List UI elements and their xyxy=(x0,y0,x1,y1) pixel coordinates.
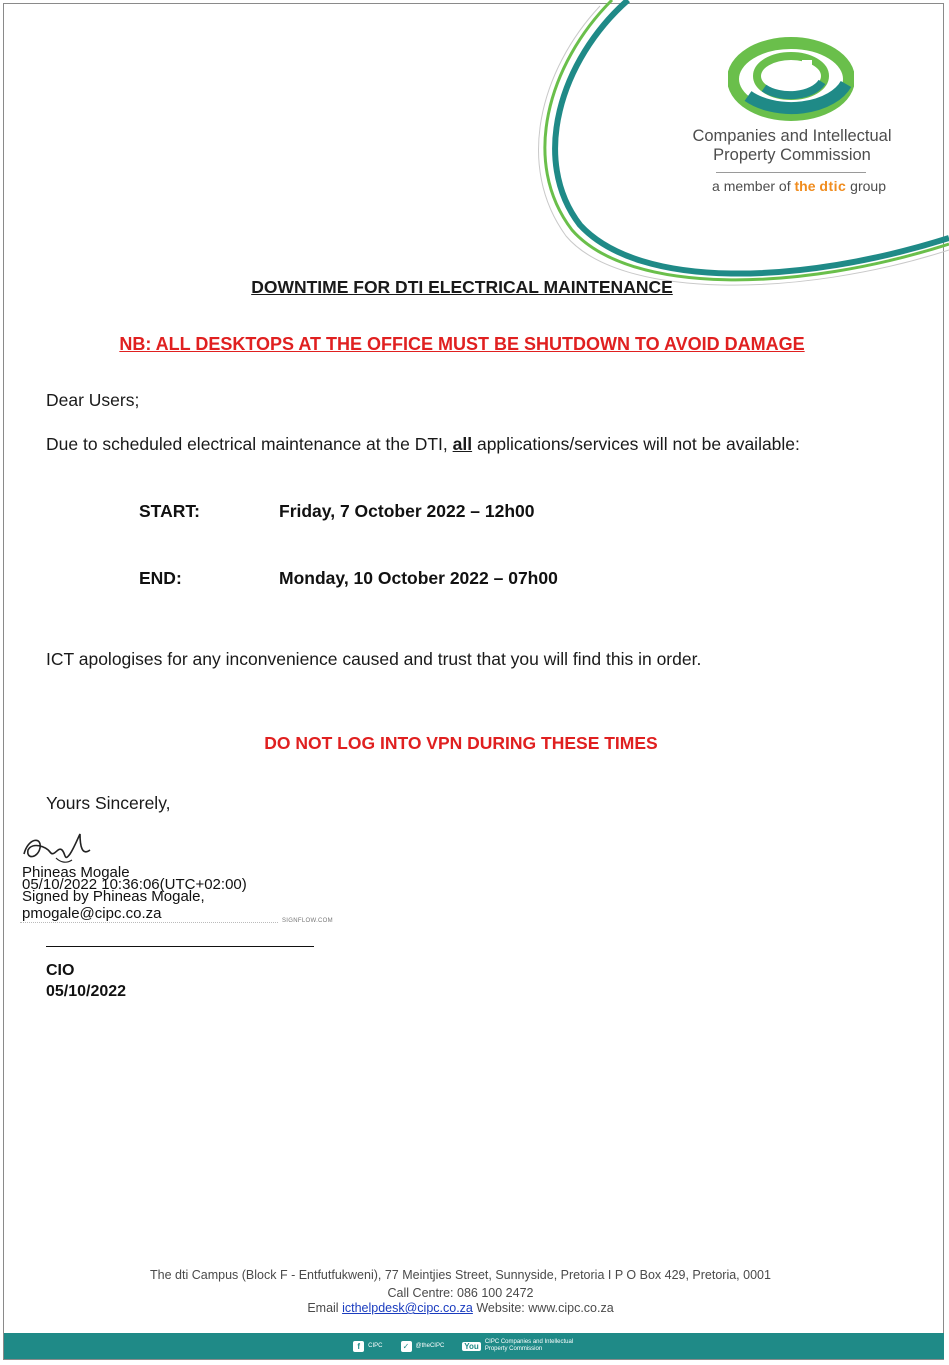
tagline-dtic: dtic xyxy=(819,178,847,194)
facebook-label: CIPC xyxy=(368,1343,383,1349)
nb-warning: NB: ALL DESKTOPS AT THE OFFICE MUST BE SHUTDOWN TO AVOID DAMAGE xyxy=(119,334,805,354)
signer-email: pmogale@cipc.co.za xyxy=(22,905,162,922)
footer-social-bar xyxy=(4,1333,944,1359)
intro-emphasis: all xyxy=(452,434,473,454)
footer-contact xyxy=(0,1301,921,1315)
intro-paragraph xyxy=(46,434,800,455)
tagline-suffix: group xyxy=(846,178,886,194)
organisation-divider xyxy=(716,172,866,173)
closing-text: Yours Sincerely, xyxy=(46,793,171,813)
organisation-name-line1: Companies and Intellectual xyxy=(692,127,892,145)
helpdesk-email-link[interactable]: icthelpdesk@cipc.co.za xyxy=(342,1301,473,1315)
handwritten-signature xyxy=(20,828,100,866)
organisation-name xyxy=(672,127,912,165)
start-value: Friday, 7 October 2022 – 12h00 xyxy=(279,501,535,521)
twitter-link[interactable] xyxy=(401,1341,445,1352)
footer-email-label: Email xyxy=(307,1301,343,1315)
footer-address: The dti Campus (Block F - Entfutfukweni), 77 Meintjies Street, Sunnyside, Pretoria I P O Box 429, Pretoria, 0001 xyxy=(150,1268,771,1282)
signed-by: Signed by Phineas Mogale, xyxy=(22,888,205,905)
organisation-name-line2: Property Commission xyxy=(713,146,871,164)
signer-role: CIO xyxy=(46,962,75,979)
twitter-icon: ✓ xyxy=(401,1341,412,1352)
cipc-logo xyxy=(728,36,854,122)
footer-website: Website: www.cipc.co.za xyxy=(472,1301,614,1315)
end-label: END: xyxy=(139,568,182,588)
signature-timestamp: 05/10/2022 10:36:06(UTC+02:00) xyxy=(22,876,247,893)
signature-dotted-line xyxy=(20,922,278,923)
footer-call-centre: Call Centre: 086 100 2472 xyxy=(387,1286,534,1300)
greeting: Dear Users; xyxy=(46,390,140,410)
tagline-prefix: a member of xyxy=(712,178,795,194)
tagline-the: the xyxy=(794,178,816,194)
organisation-tagline xyxy=(672,178,926,194)
signer-name: Phineas Mogale xyxy=(22,864,130,881)
apology-text: ICT apologises for any inconvenience caused and trust that you will find this in order. xyxy=(46,649,702,669)
facebook-icon: f xyxy=(353,1341,364,1352)
twitter-label: @theCIPC xyxy=(415,1343,445,1349)
notice-title: DOWNTIME FOR DTI ELECTRICAL MAINTENANCE xyxy=(251,277,673,297)
facebook-link[interactable] xyxy=(353,1341,382,1352)
start-label: START: xyxy=(139,501,200,521)
vpn-warning: DO NOT LOG INTO VPN DURING THESE TIMES xyxy=(264,733,658,753)
signature-line xyxy=(46,946,314,947)
youtube-link[interactable] xyxy=(462,1339,595,1353)
youtube-icon: You xyxy=(464,1341,479,1351)
intro-before: Due to scheduled electrical maintenance at the DTI, xyxy=(46,434,453,454)
intro-after: applications/services will not be available: xyxy=(472,434,800,454)
signature-provider: SIGNFLOW.COM xyxy=(282,918,333,924)
end-value: Monday, 10 October 2022 – 07h00 xyxy=(279,568,558,588)
signature-date: 05/10/2022 xyxy=(46,983,127,1000)
youtube-label: CIPC Companies and Intellectual Property Commission xyxy=(484,1339,574,1352)
